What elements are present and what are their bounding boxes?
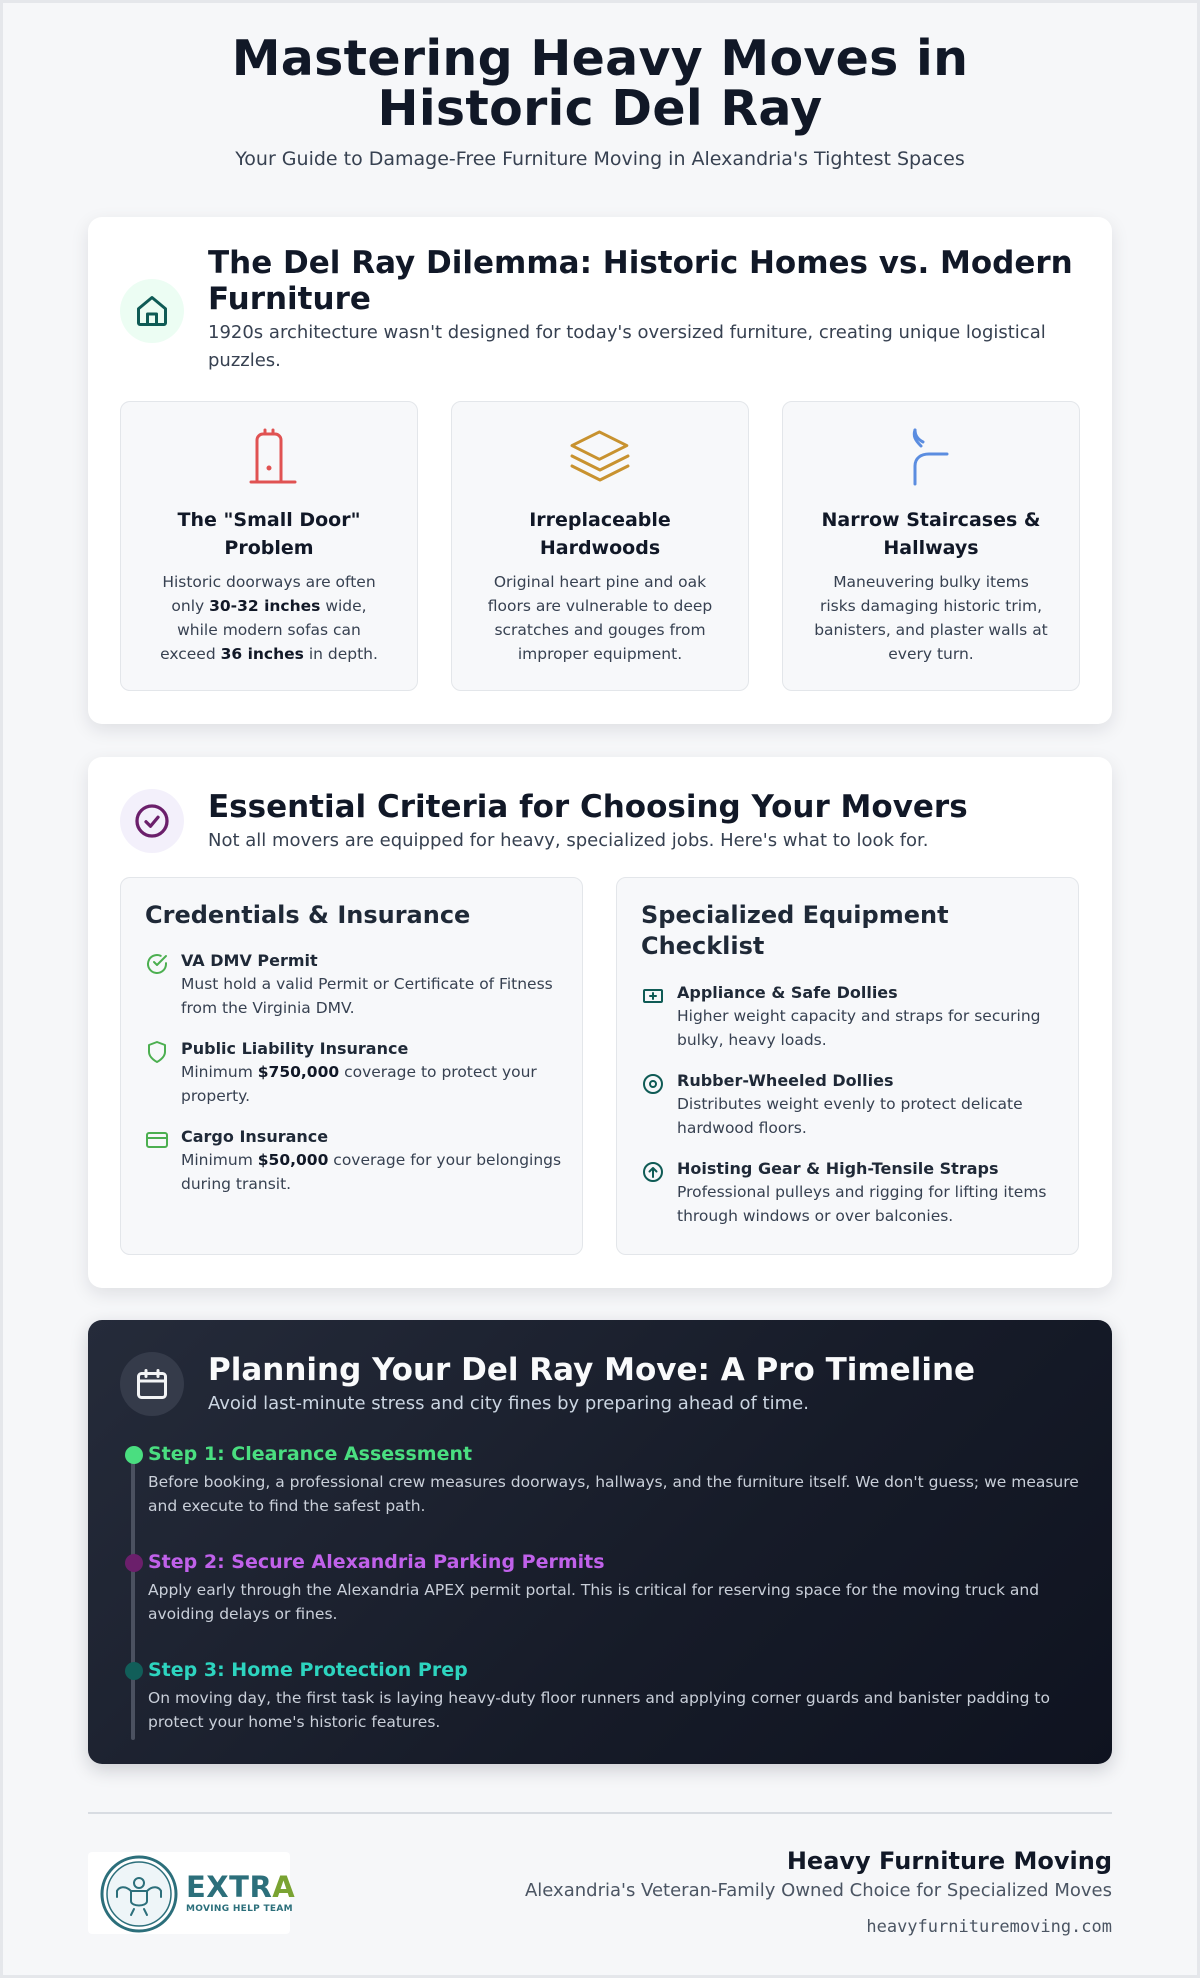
step-title: Step 2: Secure Alexandria Parking Permits	[148, 1551, 605, 1573]
timeline-step	[134, 1658, 1080, 1734]
footer-url[interactable]: heavyfurnituremoving.com	[866, 1917, 1112, 1937]
criteria-section	[88, 757, 1112, 1288]
timeline-step	[134, 1442, 1080, 1518]
credential-text: Must hold a valid Permit or Certificate of Fitness from the Virginia DMV.	[181, 975, 553, 1017]
step-title: Step 1: Clearance Assessment	[148, 1443, 473, 1465]
credit-card-icon	[145, 1128, 169, 1152]
timeline-subtitle: Avoid last-minute stress and city fines by preparing ahead of time.	[208, 1393, 809, 1414]
check-icon	[145, 952, 169, 976]
step-text: Before booking, a professional crew measures doorways, hallways, and the furniture itself. We don't guess; we measure and execute to find the safest path.	[148, 1473, 1079, 1515]
timeline-dot	[125, 1446, 143, 1464]
step-text: Apply early through the Alexandria APEX permit portal. This is critical for reserving space for the moving truck and avoiding delays or fines.	[148, 1581, 1040, 1623]
criteria-title: Essential Criteria for Choosing Your Movers	[208, 789, 968, 825]
equipment-title: Appliance & Safe Dollies	[677, 983, 898, 1002]
home-icon	[120, 279, 184, 343]
page-subtitle: Your Guide to Damage-Free Furniture Moving in Alexandria's Tightest Spaces	[235, 148, 965, 170]
equipment-text: Distributes weight evenly to protect delicate hardwood floors.	[677, 1095, 1023, 1137]
logo-wordmark: EXTRA	[186, 1870, 296, 1904]
page-header	[88, 30, 1112, 170]
timeline-title: Planning Your Del Ray Move: A Pro Timeline	[208, 1352, 976, 1388]
shield-icon	[145, 1040, 169, 1064]
credential-title: Cargo Insurance	[181, 1127, 329, 1146]
dilemma-card-title: Narrow Staircases & Hallways	[821, 509, 1041, 559]
timeline-section	[88, 1320, 1112, 1764]
dilemma-card-text: Original heart pine and oak floors are vulnerable to deep scratches and gouges from improper equipment.	[487, 573, 713, 663]
equipment-title: Specialized Equipment Checklist	[641, 901, 949, 960]
dilemma-card-staircases	[782, 401, 1080, 691]
footer-tagline: Alexandria's Veteran-Family Owned Choice for Specialized Moves	[524, 1880, 1112, 1901]
dilemma-card-text: Historic doorways are often only 30-32 inches wide, while modern sofas can exceed 36 inches in depth.	[160, 573, 378, 663]
credential-title: Public Liability Insurance	[181, 1039, 409, 1058]
footer-info	[525, 1846, 1112, 1940]
timeline-dot	[125, 1554, 143, 1572]
criteria-subtitle: Not all movers are equipped for heavy, specialized jobs. Here's what to look for.	[208, 830, 929, 851]
dilemma-title: The Del Ray Dilemma: Historic Homes vs. Modern Furniture	[208, 245, 1073, 317]
equipment-box	[616, 877, 1079, 1255]
calendar-icon	[120, 1352, 184, 1416]
credentials-title: Credentials & Insurance	[145, 901, 471, 929]
check-circle-icon	[120, 789, 184, 853]
logo-emblem-icon	[100, 1855, 178, 1933]
staircase-icon	[901, 426, 961, 486]
dilemma-subtitle: 1920s architecture wasn't designed for today's oversized furniture, creating unique logistical puzzles.	[208, 322, 1046, 371]
dilemma-card-text: Maneuvering bulky items risks damaging historic trim, banisters, and plaster walls at every turn.	[814, 573, 1048, 663]
step-title: Step 3: Home Protection Prep	[148, 1659, 468, 1681]
layers-icon	[570, 426, 630, 486]
page-title: Mastering Heavy Moves in Historic Del Ray	[231, 30, 969, 137]
equipment-text: Higher weight capacity and straps for securing bulky, heavy loads.	[677, 1007, 1041, 1049]
equipment-text: Professional pulleys and rigging for lifting items through windows or over balconies.	[677, 1183, 1047, 1225]
logo-tagline: MOVING HELP TEAM	[186, 1904, 293, 1914]
company-logo[interactable]	[88, 1852, 296, 1934]
equipment-title: Hoisting Gear & High-Tensile Straps	[677, 1159, 999, 1178]
hoist-icon	[641, 1160, 665, 1184]
dilemma-section	[88, 217, 1112, 724]
dilemma-card-small-door	[120, 401, 418, 691]
credential-text: Minimum $750,000 coverage to protect your property.	[181, 1063, 537, 1105]
step-text: On moving day, the first task is laying heavy-duty floor runners and applying corner guards and banister padding to protect your home's historic features.	[148, 1689, 1050, 1731]
footer-company: Heavy Furniture Moving	[786, 1847, 1112, 1875]
dilemma-card-title: The "Small Door" Problem	[177, 509, 361, 559]
dilemma-card-title: Irreplaceable Hardwoods	[529, 509, 671, 559]
timeline-dot	[125, 1662, 143, 1680]
dilemma-card-hardwoods	[451, 401, 749, 691]
credential-title: VA DMV Permit	[181, 951, 318, 970]
door-icon	[239, 426, 299, 486]
wheel-icon	[641, 1072, 665, 1096]
dolly-icon	[641, 984, 665, 1008]
equipment-title: Rubber-Wheeled Dollies	[677, 1071, 894, 1090]
credential-text: Minimum $50,000 coverage for your belongings during transit.	[181, 1151, 562, 1193]
credentials-box	[120, 877, 583, 1255]
timeline-step	[134, 1550, 1080, 1626]
footer-divider	[88, 1812, 1112, 1814]
